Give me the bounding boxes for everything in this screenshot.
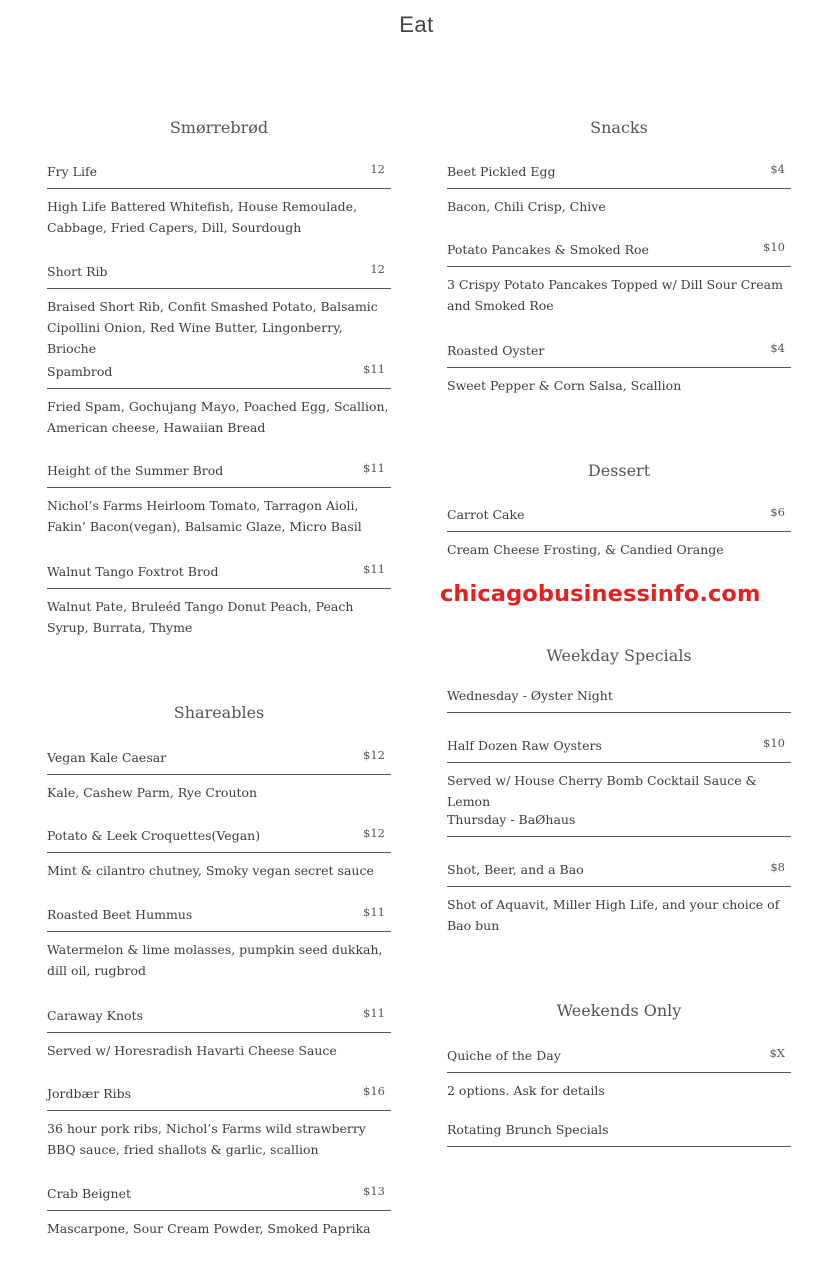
item-description: 3 Crispy Potato Pancakes Topped w/ Dill Sour Cream and Smoked Roe xyxy=(447,277,783,313)
menu-item xyxy=(47,562,391,638)
item-price: $11 xyxy=(363,1006,385,1020)
item-name: Shot, Beer, and a Bao xyxy=(447,862,584,877)
menu-item xyxy=(47,1084,391,1160)
section-title: Dessert xyxy=(587,461,651,480)
item-description: 2 options. Ask for details xyxy=(447,1083,605,1098)
item-description: Watermelon & lime molasses, pumpkin seed dukkah, dill oil, rugbrod xyxy=(47,942,383,978)
menu-item xyxy=(447,736,791,812)
item-description: Braised Short Rib, Confit Smashed Potato, Balsamic Cipollini Onion, Red Wine Butter, Lingonberry, Brioche xyxy=(47,299,378,356)
item-price: $8 xyxy=(770,860,785,874)
item-price: $X xyxy=(769,1046,785,1060)
item-price: 12 xyxy=(370,162,385,176)
item-description: Fried Spam, Gochujang Mayo, Poached Egg, Scallion, American cheese, Hawaiian Bread xyxy=(47,399,389,435)
item-price: $11 xyxy=(363,362,385,376)
item-name: Roasted Oyster xyxy=(447,343,545,358)
item-description: Kale, Cashew Parm, Rye Crouton xyxy=(47,785,258,800)
menu-item xyxy=(447,1046,791,1101)
item-description: Shot of Aquavit, Miller High Life, and your choice of Bao bun xyxy=(447,897,780,933)
menu-item xyxy=(447,341,791,396)
menu-item xyxy=(47,748,391,803)
section-title: Snacks xyxy=(590,118,648,137)
menu-item xyxy=(47,362,391,438)
item-price: $4 xyxy=(770,341,785,355)
section-title: Smørrebrød xyxy=(169,118,269,137)
item-price: $12 xyxy=(363,748,385,762)
item-description: Mint & cilantro chutney, Smoky vegan secret sauce xyxy=(47,863,374,878)
shareables-section xyxy=(47,701,391,725)
item-description: Nichol’s Farms Heirloom Tomato, Tarragon Aioli, Fakin’ Bacon(vegan), Balsamic Glaze, Micro Basil xyxy=(47,498,362,534)
menu-item xyxy=(47,162,391,238)
item-price: $10 xyxy=(763,736,785,750)
item-description: High Life Battered Whitefish, House Remoulade, Cabbage, Fried Capers, Dill, Sourdough xyxy=(47,199,358,235)
item-name: Potato Pancakes & Smoked Roe xyxy=(447,242,649,257)
item-name: Fry Life xyxy=(47,164,98,179)
page-title: Eat xyxy=(399,12,434,37)
watermark-text: chicagobusinessinfo.com xyxy=(440,581,761,607)
item-name: Vegan Kale Caesar xyxy=(47,750,167,765)
item-name: Half Dozen Raw Oysters xyxy=(447,738,602,753)
item-description: Bacon, Chili Crisp, Chive xyxy=(447,199,606,214)
item-name: Short Rib xyxy=(47,264,108,279)
item-price: $4 xyxy=(770,162,785,176)
item-description: Served w/ House Cherry Bomb Cocktail Sauce & Lemon xyxy=(447,773,757,809)
item-name: Height of the Summer Brod xyxy=(47,463,224,478)
menu-item xyxy=(47,1006,391,1061)
item-name: Potato & Leek Croquettes(Vegan) xyxy=(47,828,261,843)
section-title: Shareables xyxy=(173,703,265,722)
item-name: Beet Pickled Egg xyxy=(447,164,556,179)
item-price: $16 xyxy=(363,1084,385,1098)
menu-item xyxy=(47,262,391,359)
item-description: 36 hour pork ribs, Nichol’s Farms wild strawberry BBQ sauce, fried shallots & garlic, scallion xyxy=(47,1121,366,1157)
menu-item xyxy=(47,1184,391,1239)
menu-item xyxy=(447,162,791,217)
item-name: Wednesday - Øyster Night xyxy=(447,688,613,703)
item-description: Cream Cheese Frosting, & Candied Orange xyxy=(447,542,724,557)
item-name: Carrot Cake xyxy=(447,507,525,522)
item-name: Crab Beignet xyxy=(47,1186,132,1201)
item-name: Thursday - BaØhaus xyxy=(447,812,576,827)
menu-item xyxy=(447,505,791,560)
item-description: Walnut Pate, Bruleéd Tango Donut Peach, Peach Syrup, Burrata, Thyme xyxy=(47,599,354,635)
menu-item xyxy=(447,240,791,316)
menu-item xyxy=(447,686,791,713)
item-description: Served w/ Horesradish Havarti Cheese Sauce xyxy=(47,1043,337,1058)
item-price: $6 xyxy=(770,505,785,519)
menu-item xyxy=(47,826,391,881)
menu-item xyxy=(47,461,391,537)
item-name: Walnut Tango Foxtrot Brod xyxy=(47,564,219,579)
item-price: $10 xyxy=(763,240,785,254)
smorrebrod-section xyxy=(47,116,391,140)
snacks-section xyxy=(447,116,791,140)
item-price: $13 xyxy=(363,1184,385,1198)
item-name: Spambrod xyxy=(47,364,113,379)
item-name: Rotating Brunch Specials xyxy=(447,1122,609,1137)
menu-item xyxy=(447,810,791,837)
section-title: Weekends Only xyxy=(556,1001,682,1020)
section-title: Weekday Specials xyxy=(546,646,692,665)
item-price: 12 xyxy=(370,262,385,276)
weekends-only-section xyxy=(447,999,791,1023)
item-price: $11 xyxy=(363,562,385,576)
menu-item xyxy=(447,860,791,936)
item-description: Mascarpone, Sour Cream Powder, Smoked Paprika xyxy=(47,1221,371,1236)
item-name: Caraway Knots xyxy=(47,1008,143,1023)
item-price: $11 xyxy=(363,905,385,919)
item-name: Jordbær Ribs xyxy=(47,1086,132,1101)
dessert-section xyxy=(447,459,791,483)
item-name: Quiche of the Day xyxy=(447,1048,561,1063)
weekday-specials-section xyxy=(447,644,791,668)
menu-item xyxy=(447,1120,791,1147)
item-description: Sweet Pepper & Corn Salsa, Scallion xyxy=(447,378,682,393)
item-price: $12 xyxy=(363,826,385,840)
menu-item xyxy=(47,905,391,981)
item-price: $11 xyxy=(363,461,385,475)
item-name: Roasted Beet Hummus xyxy=(47,907,193,922)
